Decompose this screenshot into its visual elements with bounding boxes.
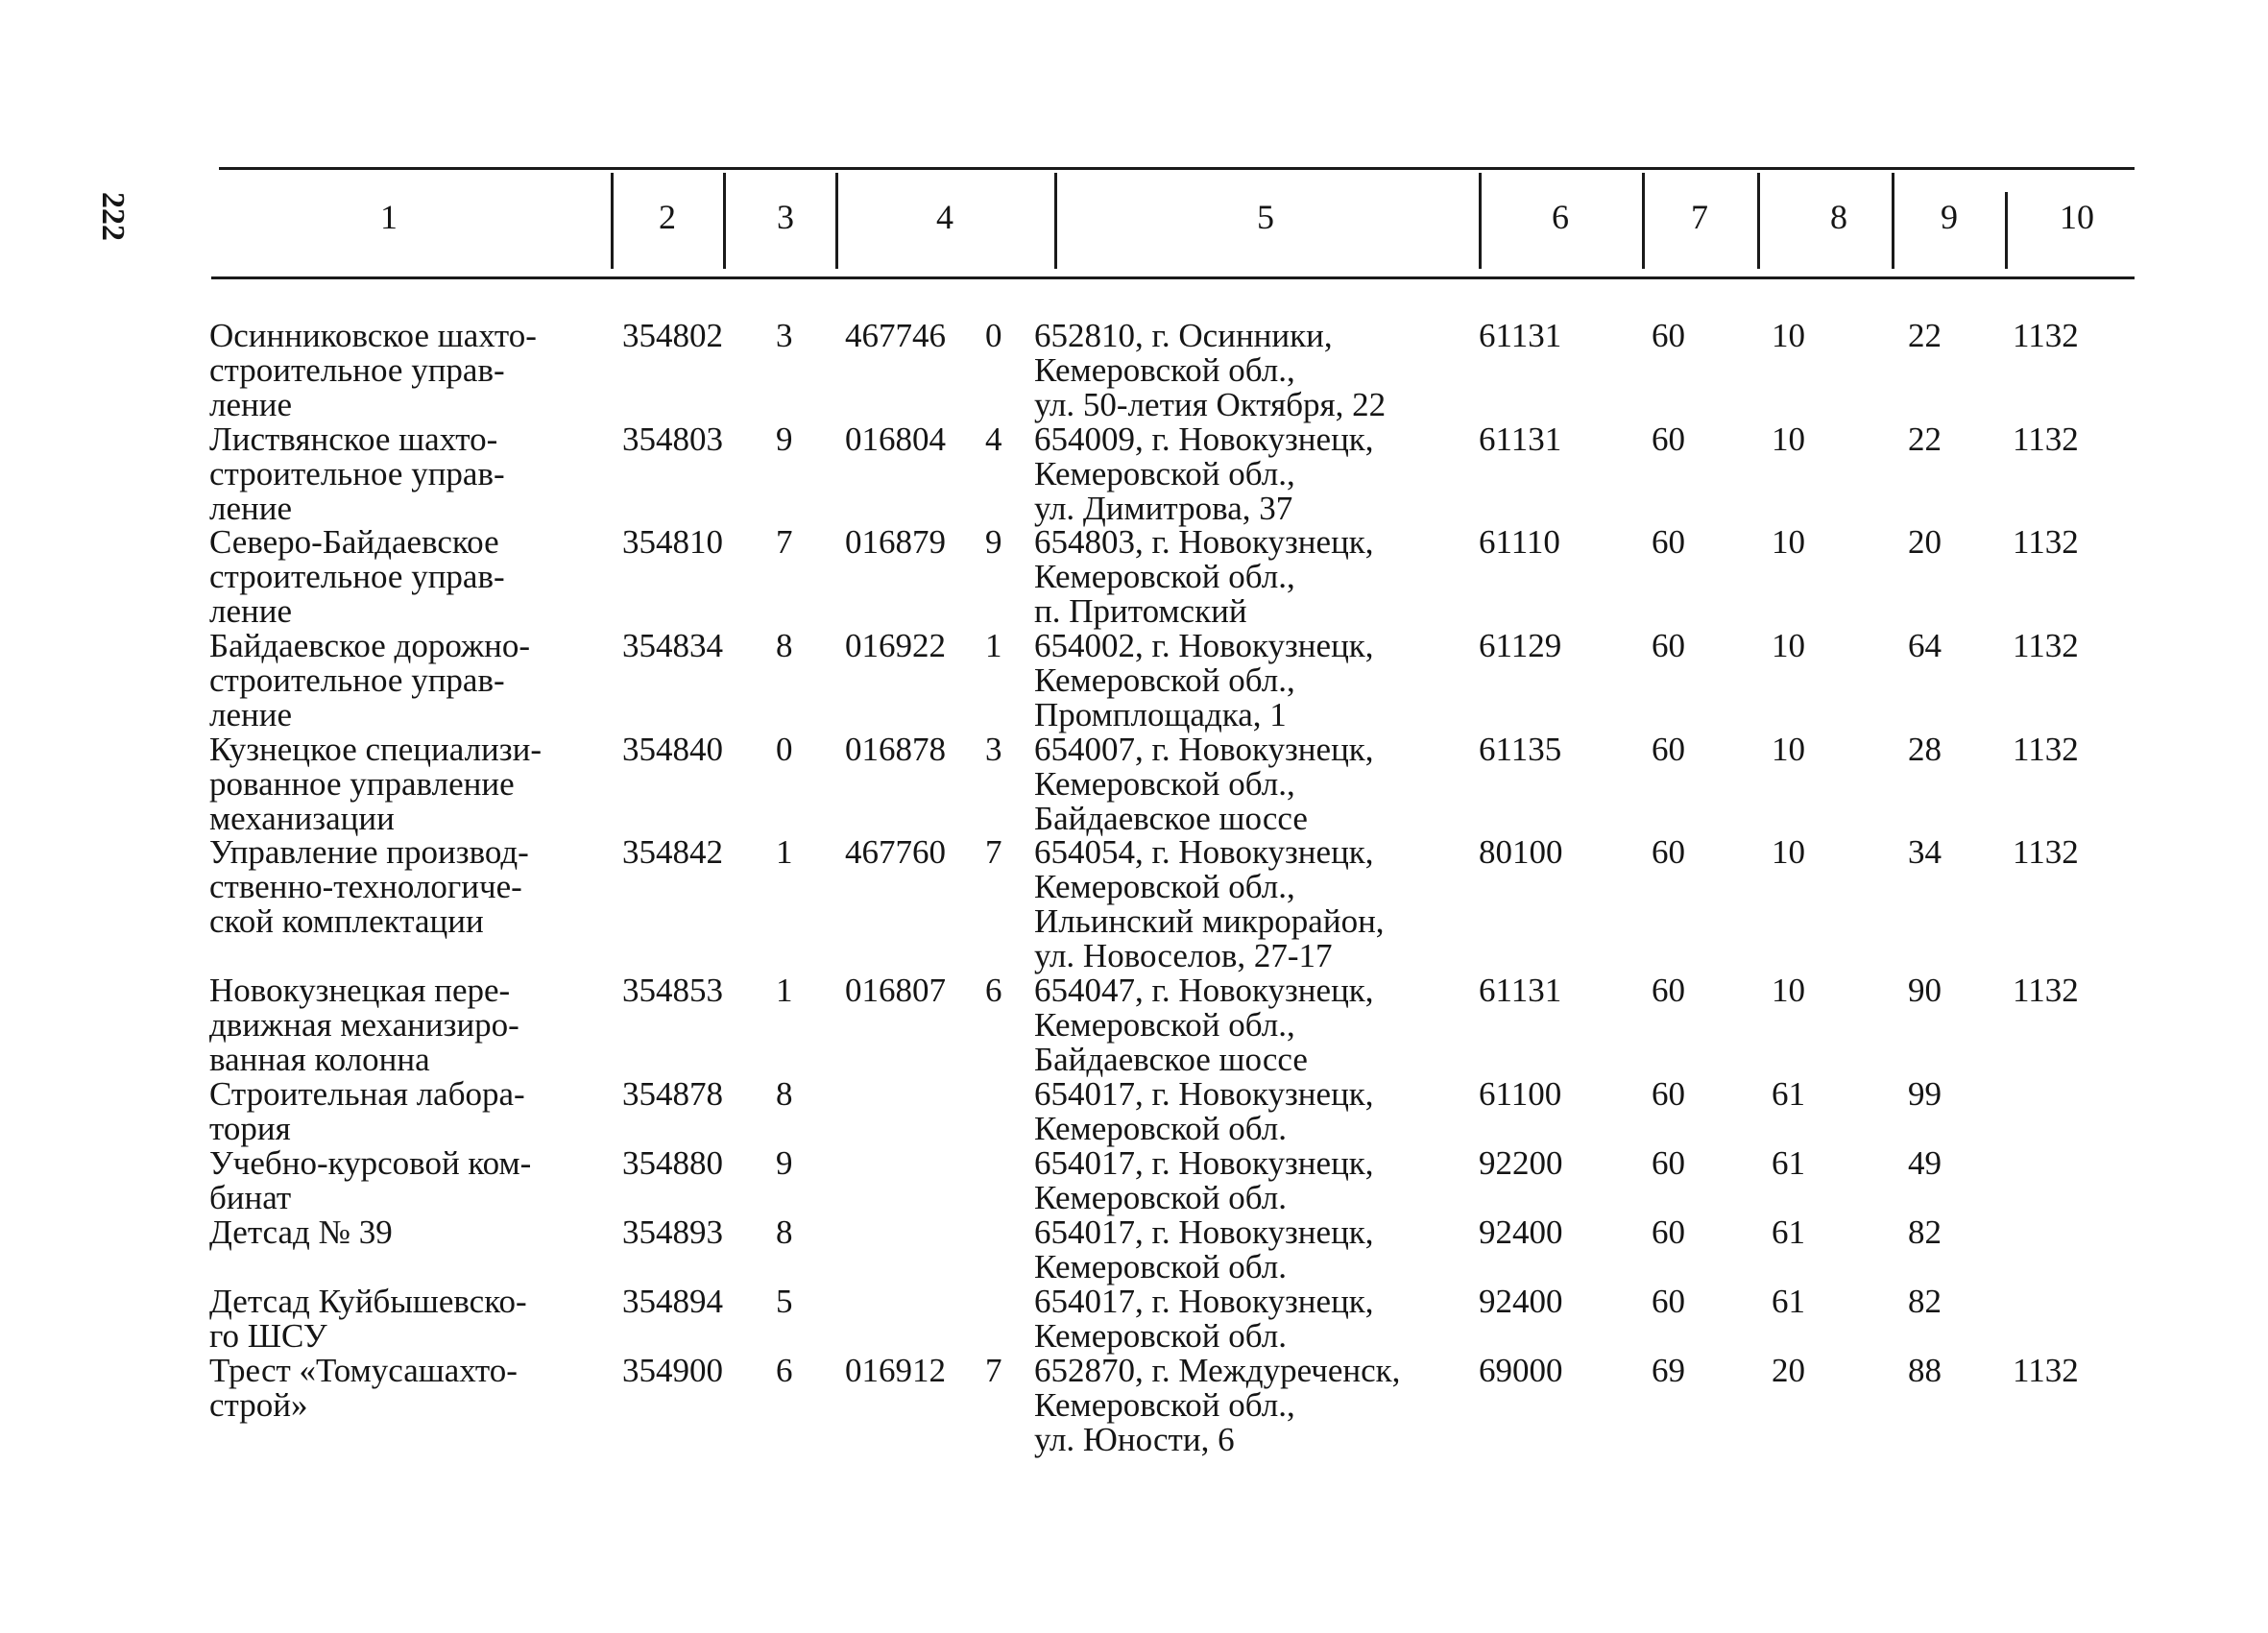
header-divider bbox=[1479, 173, 1482, 269]
col-7-value: 69 bbox=[1652, 1352, 1685, 1389]
org-code: 354803 bbox=[622, 420, 723, 458]
org-name-line: бинат bbox=[209, 1179, 292, 1216]
col-10-value: 1132 bbox=[2013, 420, 2079, 458]
code-check-digit: 9 bbox=[776, 1144, 793, 1182]
address-line: Кемеровской обл., bbox=[1034, 1386, 1295, 1424]
org-code: 354880 bbox=[622, 1144, 723, 1182]
org-name-line: Кузнецкое специализи- bbox=[209, 731, 542, 768]
org-name-line: Детсад № 39 bbox=[209, 1213, 393, 1251]
col-6-value: 92400 bbox=[1479, 1213, 1563, 1251]
okpo-code: 016922 bbox=[845, 627, 946, 664]
column-header-7: 7 bbox=[1691, 198, 1708, 236]
org-name bbox=[209, 1146, 531, 1215]
col-8-value: 10 bbox=[1772, 420, 1805, 458]
table-row bbox=[0, 972, 2268, 1078]
address bbox=[1034, 629, 1374, 732]
org-name bbox=[209, 319, 537, 422]
org-code: 354834 bbox=[622, 627, 723, 664]
org-name-line: Листвянское шахто- bbox=[209, 420, 498, 458]
org-name-line: Управление производ- bbox=[209, 833, 529, 871]
org-name bbox=[209, 1077, 525, 1146]
org-name bbox=[209, 525, 505, 629]
col-8-value: 61 bbox=[1772, 1144, 1805, 1182]
table-row bbox=[0, 1213, 2268, 1285]
column-header-9: 9 bbox=[1941, 198, 1958, 236]
org-name-line: ление bbox=[209, 592, 292, 630]
address-line: 654017, г. Новокузнецк, bbox=[1034, 1075, 1374, 1113]
col-6-value: 61110 bbox=[1479, 523, 1560, 561]
org-name-line: Трест «Томусашахто- bbox=[209, 1352, 518, 1389]
column-header-5: 5 bbox=[1257, 198, 1274, 236]
code-check-digit: 3 bbox=[776, 317, 793, 354]
col-8-value: 10 bbox=[1772, 731, 1805, 768]
address-line: Кемеровской обл., bbox=[1034, 455, 1295, 492]
col-6-value: 69000 bbox=[1479, 1352, 1563, 1389]
address-line: 654017, г. Новокузнецк, bbox=[1034, 1283, 1374, 1320]
col-10-value: 1132 bbox=[2013, 627, 2079, 664]
column-header-6: 6 bbox=[1552, 198, 1569, 236]
table-row bbox=[0, 1075, 2268, 1147]
address-line: 654002, г. Новокузнецк, bbox=[1034, 627, 1374, 664]
col-9-value: 82 bbox=[1908, 1283, 1942, 1320]
table-row bbox=[0, 523, 2268, 630]
org-code: 354810 bbox=[622, 523, 723, 561]
address-line: Байдаевское шоссе bbox=[1034, 1041, 1308, 1078]
col-8-value: 10 bbox=[1772, 972, 1805, 1009]
okpo-code: 016912 bbox=[845, 1352, 946, 1389]
header-divider bbox=[1642, 173, 1645, 269]
col-9-value: 99 bbox=[1908, 1075, 1942, 1113]
okpo-check-digit: 9 bbox=[985, 523, 1002, 561]
col-7-value: 60 bbox=[1652, 627, 1685, 664]
address-line: 654054, г. Новокузнецк, bbox=[1034, 833, 1374, 871]
okpo-code: 467746 bbox=[845, 317, 946, 354]
org-name-line: ской комплектации bbox=[209, 902, 484, 940]
org-name-line: строй» bbox=[209, 1386, 308, 1424]
col-8-value: 10 bbox=[1772, 317, 1805, 354]
col-6-value: 61131 bbox=[1479, 317, 1562, 354]
org-name-line: Байдаевское дорожно- bbox=[209, 627, 531, 664]
col-10-value: 1132 bbox=[2013, 833, 2079, 871]
address-line: Кемеровской обл. bbox=[1034, 1248, 1287, 1285]
org-name-line: механизации bbox=[209, 800, 395, 837]
address-line: 654007, г. Новокузнецк, bbox=[1034, 731, 1374, 768]
address bbox=[1034, 973, 1374, 1077]
address bbox=[1034, 1146, 1374, 1215]
header-divider bbox=[1054, 173, 1057, 269]
address bbox=[1034, 732, 1374, 836]
org-name bbox=[209, 1354, 518, 1423]
page-number: 222 bbox=[95, 192, 131, 241]
address bbox=[1034, 1077, 1374, 1146]
table-row bbox=[0, 627, 2268, 733]
org-name bbox=[209, 835, 529, 939]
code-check-digit: 5 bbox=[776, 1283, 793, 1320]
code-check-digit: 1 bbox=[776, 972, 793, 1009]
address-line: 654009, г. Новокузнецк, bbox=[1034, 420, 1374, 458]
okpo-check-digit: 0 bbox=[985, 317, 1002, 354]
col-10-value: 1132 bbox=[2013, 972, 2079, 1009]
org-name-line: го ШСУ bbox=[209, 1317, 327, 1355]
code-check-digit: 1 bbox=[776, 833, 793, 871]
org-name-line: строительное управ- bbox=[209, 558, 505, 595]
address bbox=[1034, 835, 1385, 973]
col-6-value: 61129 bbox=[1479, 627, 1562, 664]
address-line: Ильинский микрорайон, bbox=[1034, 902, 1385, 940]
column-header-4: 4 bbox=[936, 198, 953, 236]
header-divider bbox=[2005, 192, 2008, 269]
col-7-value: 60 bbox=[1652, 420, 1685, 458]
address-line: 654017, г. Новокузнецк, bbox=[1034, 1213, 1374, 1251]
col-9-value: 28 bbox=[1908, 731, 1942, 768]
col-9-value: 49 bbox=[1908, 1144, 1942, 1182]
org-name-line: Новокузнецкая пере- bbox=[209, 972, 511, 1009]
code-check-digit: 8 bbox=[776, 1075, 793, 1113]
col-8-value: 61 bbox=[1772, 1075, 1805, 1113]
col-6-value: 80100 bbox=[1479, 833, 1563, 871]
col-7-value: 60 bbox=[1652, 1075, 1685, 1113]
address-line: Кемеровской обл., bbox=[1034, 558, 1295, 595]
code-check-digit: 8 bbox=[776, 1213, 793, 1251]
col-7-value: 60 bbox=[1652, 1213, 1685, 1251]
org-name-line: ление bbox=[209, 696, 292, 733]
org-name-line: тория bbox=[209, 1110, 291, 1147]
col-10-value: 1132 bbox=[2013, 731, 2079, 768]
col-6-value: 92400 bbox=[1479, 1283, 1563, 1320]
org-name bbox=[209, 422, 505, 526]
col-8-value: 10 bbox=[1772, 627, 1805, 664]
col-7-value: 60 bbox=[1652, 731, 1685, 768]
address-line: Кемеровской обл., bbox=[1034, 661, 1295, 699]
okpo-code: 016804 bbox=[845, 420, 946, 458]
org-code: 354893 bbox=[622, 1213, 723, 1251]
col-6-value: 61100 bbox=[1479, 1075, 1562, 1113]
address-line: Кемеровской обл. bbox=[1034, 1317, 1287, 1355]
address-line: Промплощадка, 1 bbox=[1034, 696, 1287, 733]
address-line: 654047, г. Новокузнецк, bbox=[1034, 972, 1374, 1009]
col-10-value: 1132 bbox=[2013, 1352, 2079, 1389]
col-9-value: 82 bbox=[1908, 1213, 1942, 1251]
okpo-check-digit: 3 bbox=[985, 731, 1002, 768]
col-6-value: 61131 bbox=[1479, 420, 1562, 458]
org-name-line: Учебно-курсовой ком- bbox=[209, 1144, 532, 1182]
org-code: 354878 bbox=[622, 1075, 723, 1113]
col-9-value: 64 bbox=[1908, 627, 1942, 664]
address-line: 654803, г. Новокузнецк, bbox=[1034, 523, 1374, 561]
code-check-digit: 8 bbox=[776, 627, 793, 664]
okpo-check-digit: 6 bbox=[985, 972, 1002, 1009]
okpo-code: 467760 bbox=[845, 833, 946, 871]
col-6-value: 92200 bbox=[1479, 1144, 1563, 1182]
address-line: Кемеровской обл., bbox=[1034, 351, 1295, 389]
address-line: п. Притомский bbox=[1034, 592, 1247, 630]
org-name-line: строительное управ- bbox=[209, 455, 505, 492]
col-8-value: 61 bbox=[1772, 1213, 1805, 1251]
column-header-2: 2 bbox=[659, 198, 676, 236]
org-code: 354840 bbox=[622, 731, 723, 768]
address-line: 654017, г. Новокузнецк, bbox=[1034, 1144, 1374, 1182]
code-check-digit: 0 bbox=[776, 731, 793, 768]
table-row bbox=[0, 731, 2268, 837]
org-name-line: Детсад Куйбышевско- bbox=[209, 1283, 527, 1320]
okpo-code: 016879 bbox=[845, 523, 946, 561]
table-header-rule bbox=[211, 276, 2135, 279]
address bbox=[1034, 319, 1386, 422]
address-line: 652870, г. Междуреченск, bbox=[1034, 1352, 1401, 1389]
address-line: 652810, г. Осинники, bbox=[1034, 317, 1333, 354]
org-name-line: ванная колонна bbox=[209, 1041, 430, 1078]
address-line: Байдаевское шоссе bbox=[1034, 800, 1308, 837]
header-divider bbox=[611, 173, 614, 269]
col-9-value: 90 bbox=[1908, 972, 1942, 1009]
header-divider bbox=[1892, 173, 1894, 269]
address-line: Кемеровской обл. bbox=[1034, 1110, 1287, 1147]
address bbox=[1034, 525, 1374, 629]
column-header-1: 1 bbox=[380, 198, 398, 236]
table-row bbox=[0, 1144, 2268, 1216]
col-6-value: 61131 bbox=[1479, 972, 1562, 1009]
okpo-check-digit: 1 bbox=[985, 627, 1002, 664]
okpo-check-digit: 7 bbox=[985, 1352, 1002, 1389]
col-8-value: 61 bbox=[1772, 1283, 1805, 1320]
org-name-line: ление bbox=[209, 490, 292, 527]
column-header-3: 3 bbox=[777, 198, 794, 236]
table-row bbox=[0, 833, 2268, 974]
okpo-check-digit: 7 bbox=[985, 833, 1002, 871]
col-9-value: 20 bbox=[1908, 523, 1942, 561]
org-code: 354853 bbox=[622, 972, 723, 1009]
address bbox=[1034, 422, 1374, 526]
org-name-line: ление bbox=[209, 386, 292, 423]
col-8-value: 10 bbox=[1772, 833, 1805, 871]
address bbox=[1034, 1215, 1374, 1285]
org-code: 354894 bbox=[622, 1283, 723, 1320]
address-line: ул. Юности, 6 bbox=[1034, 1421, 1235, 1458]
col-9-value: 88 bbox=[1908, 1352, 1942, 1389]
table-top-rule bbox=[219, 167, 2135, 170]
col-7-value: 60 bbox=[1652, 833, 1685, 871]
header-divider bbox=[835, 173, 838, 269]
address-line: Кемеровской обл., bbox=[1034, 1006, 1295, 1044]
org-name bbox=[209, 973, 519, 1077]
address-line: Кемеровской обл. bbox=[1034, 1179, 1287, 1216]
col-6-value: 61135 bbox=[1479, 731, 1562, 768]
org-name-line: рованное управление bbox=[209, 765, 515, 803]
col-10-value: 1132 bbox=[2013, 523, 2079, 561]
org-name-line: строительное управ- bbox=[209, 661, 505, 699]
col-7-value: 60 bbox=[1652, 1283, 1685, 1320]
header-divider bbox=[1757, 173, 1760, 269]
address bbox=[1034, 1285, 1374, 1354]
table-row bbox=[0, 1352, 2268, 1458]
code-check-digit: 7 bbox=[776, 523, 793, 561]
org-name-line: Осинниковское шахто- bbox=[209, 317, 537, 354]
table-row bbox=[0, 1283, 2268, 1355]
col-9-value: 34 bbox=[1908, 833, 1942, 871]
org-name bbox=[209, 1215, 393, 1250]
address-line: Кемеровской обл., bbox=[1034, 765, 1295, 803]
col-9-value: 22 bbox=[1908, 317, 1942, 354]
org-name bbox=[209, 732, 542, 836]
table-row bbox=[0, 420, 2268, 527]
column-header-8: 8 bbox=[1830, 198, 1847, 236]
org-name-line: ственно-технологиче- bbox=[209, 868, 522, 905]
okpo-code: 016878 bbox=[845, 731, 946, 768]
org-name bbox=[209, 1285, 527, 1354]
address-line: ул. Димитрова, 37 bbox=[1034, 490, 1293, 527]
address-line: ул. Новоселов, 27-17 bbox=[1034, 937, 1333, 974]
col-7-value: 60 bbox=[1652, 972, 1685, 1009]
org-name bbox=[209, 629, 530, 732]
org-code: 354802 bbox=[622, 317, 723, 354]
org-code: 354900 bbox=[622, 1352, 723, 1389]
org-name-line: Северо-Байдаевское bbox=[209, 523, 499, 561]
col-9-value: 22 bbox=[1908, 420, 1942, 458]
table-row bbox=[0, 317, 2268, 423]
address-line: Кемеровской обл., bbox=[1034, 868, 1295, 905]
okpo-check-digit: 4 bbox=[985, 420, 1002, 458]
column-header-10: 10 bbox=[2060, 198, 2094, 236]
header-divider bbox=[723, 173, 726, 269]
address-line: ул. 50-летия Октября, 22 bbox=[1034, 386, 1387, 423]
col-7-value: 60 bbox=[1652, 523, 1685, 561]
address bbox=[1034, 1354, 1400, 1457]
code-check-digit: 9 bbox=[776, 420, 793, 458]
org-name-line: движная механизиро- bbox=[209, 1006, 519, 1044]
col-8-value: 10 bbox=[1772, 523, 1805, 561]
code-check-digit: 6 bbox=[776, 1352, 793, 1389]
org-name-line: Строительная лабора- bbox=[209, 1075, 525, 1113]
org-name-line: строительное управ- bbox=[209, 351, 505, 389]
org-code: 354842 bbox=[622, 833, 723, 871]
col-8-value: 20 bbox=[1772, 1352, 1805, 1389]
col-10-value: 1132 bbox=[2013, 317, 2079, 354]
okpo-code: 016807 bbox=[845, 972, 946, 1009]
col-7-value: 60 bbox=[1652, 317, 1685, 354]
col-7-value: 60 bbox=[1652, 1144, 1685, 1182]
